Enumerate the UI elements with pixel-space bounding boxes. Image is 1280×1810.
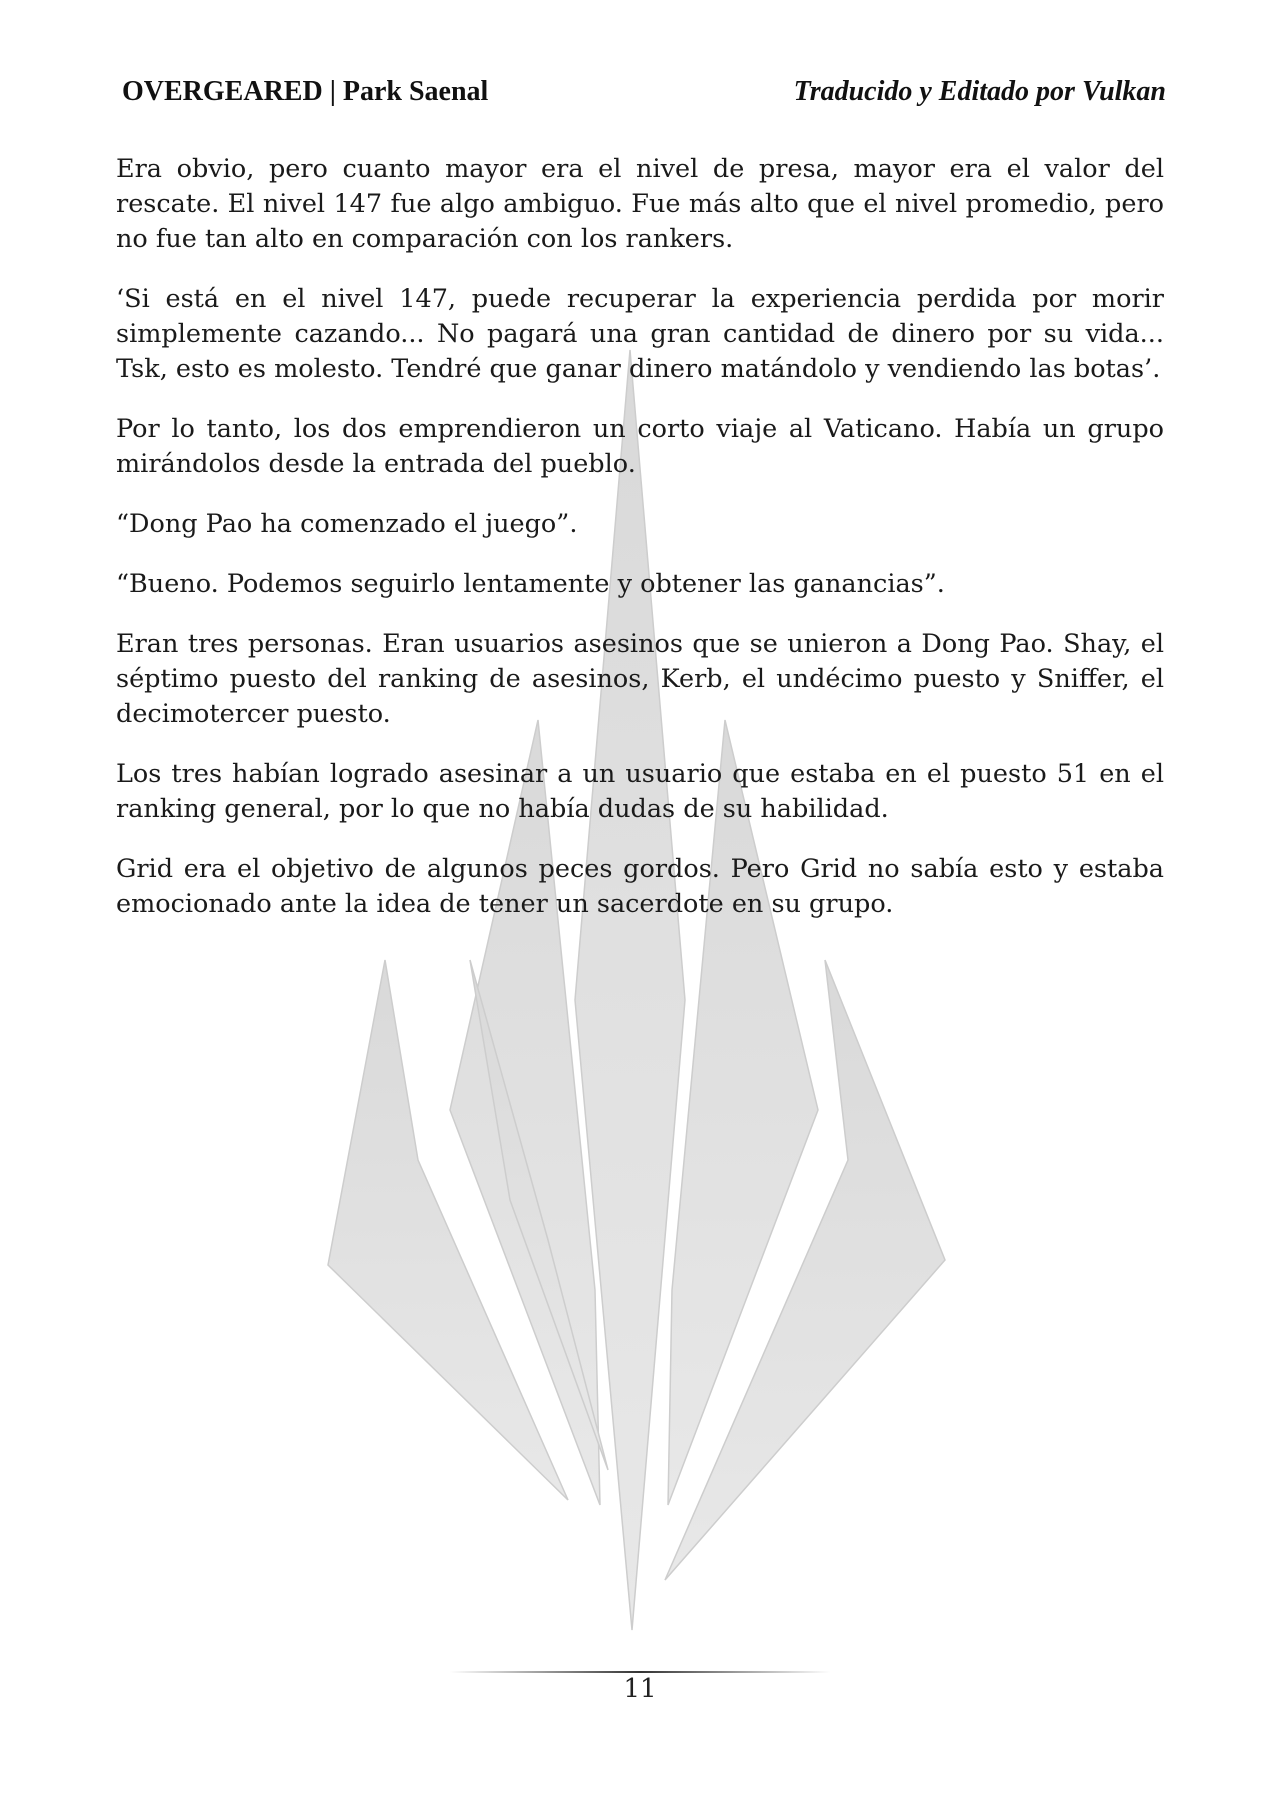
paragraph: ‘Si está en el nivel 147, puede recuperar la experiencia perdida por morir simplemente cazando... No pagará una gran cantidad de dinero por su vida... Tsk, esto es molesto. Tendré que ganar dinero matándolo y vendiendo las botas’. [116, 284, 1164, 384]
translator-credit: Traducido y Editado por Vulkan [793, 76, 1166, 107]
paragraph: “Bueno. Podemos seguirlo lentamente y obtener las ganancias”. [116, 569, 945, 599]
page-number: 11 [623, 1674, 657, 1704]
paragraph: Eran tres personas. Eran usuarios asesinos que se unieron a Dong Pao. Shay, el séptimo puesto del ranking de asesinos, Kerb, el undécimo puesto y Sniffer, el decimotercer puesto. [116, 629, 1164, 729]
paragraph: Por lo tanto, los dos emprendieron un corto viaje al Vaticano. Había un grupo mirándolos desde la entrada del pueblo. [116, 414, 1164, 479]
book-title-author: OVERGEARED | Park Saenal [122, 76, 489, 107]
paragraph: Grid era el objetivo de algunos peces gordos. Pero Grid no sabía esto y estaba emocionado ante la idea de tener un sacerdote en su grupo. [116, 854, 1164, 919]
paragraph: “Dong Pao ha comenzado el juego”. [116, 509, 578, 539]
body-text [116, 152, 1164, 947]
page-header [122, 76, 1166, 116]
paragraph: Era obvio, pero cuanto mayor era el nivel de presa, mayor era el valor del rescate. El nivel 147 fue algo ambiguo. Fue más alto que el nivel promedio, pero no fue tan alto en comparación con los rankers. [116, 154, 1164, 254]
paragraph: Los tres habían logrado asesinar a un usuario que estaba en el puesto 51 en el ranking general, por lo que no había dudas de su habilidad. [116, 759, 1164, 824]
